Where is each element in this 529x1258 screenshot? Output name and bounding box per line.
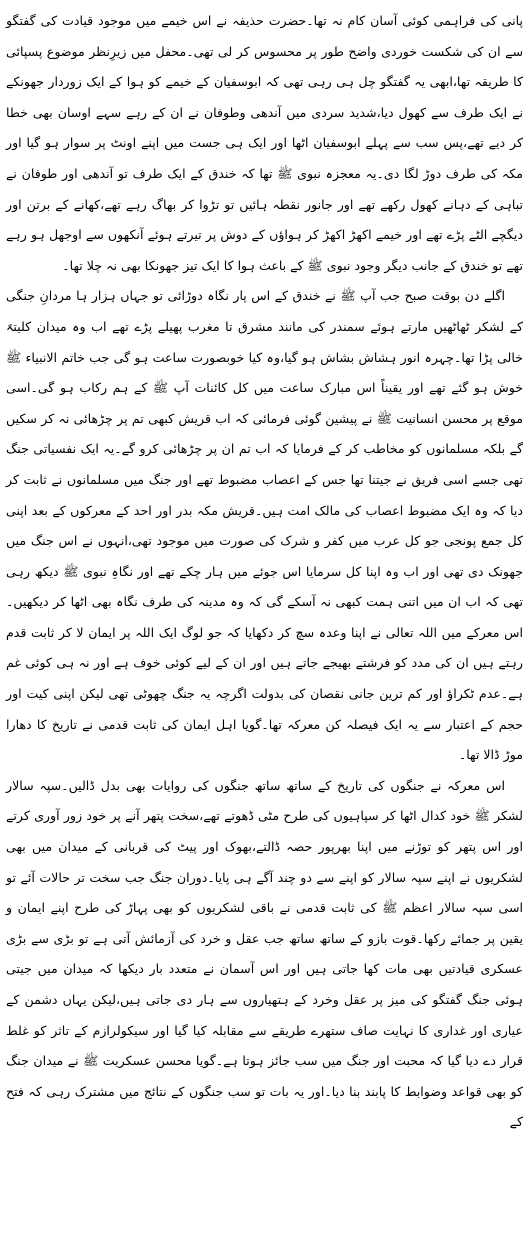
paragraph-1: پانی کی فراہمی کوئی آسان کام نہ تھا۔حضرت حذیفہ نے اس خیمے میں موجود قیادت کی گفتگو سے ان کی شکست خوردی واضح طور پر محسوس کر لی تھی۔محفل میں زیرِنظر موضوع پسپائی کا طریقہ تھا،ابھی یہ گفتگو چل ہی رہی تھی کہ ابوسفیان کے خیمے کو ہوا کے ایک زوردار جھونکے نے ایک طرف سے کھول دیا،شدید سردی میں آندھی وطوفان نے ان کے رہے سہے اوسان بھی خطا کر دیے تھے،پس سب سے پہلے ابوسفیان اٹھا اور ایک ہی جست میں اپنے اونٹ پر سوار ہو گیا اور مکہ کی طرف دوڑ لگا دی۔یہ معجزہ نبوی ﷺ تھا کہ خندق کے ایک طرف تو آندھی اور طوفان نے تباہی کے دہانے کھول رکھے تھے اور جانور نقطہ ہائیں تو تڑوا کر بھاگ رہے تھے،کھانے کے برتن اور دیگچے الٹے پڑے تھے اور خیمے اکھڑ اکھڑ کر ہواؤں کے دوش پر تیرتے ہوئے آنکھوں سے اوجھل ہو رہے تھے تو خندق کے جانب دیگر وجود نبوی ﷺ کے باعث ہوا کا ایک تیز جھونکا بھی نہ چلا تھا۔ [6,13,523,273]
paragraph-2: اگلے دن بوقت صبح جب آپ ﷺ نے خندق کے اس پار نگاہ دوڑائی تو جہاں ہزار ہا مردانِ جنگی کے لشکر ٹھاٹھیں مارتے ہوئے سمندر کی مانند مشرق تا مغرب پھیلے پڑے تھے اب وہ میدان کلیتہً خالی پڑا تھا۔چہرہ انور ہشاش بشاش ہو گیا،وہ کیا خوبصورت ساعت ہو گی جب خاتم الانبیاء ﷺ خوش ہو گئے تھے اور یقیناً اس مبارک ساعت میں کل کائنات آپ ﷺ کے ہم رکاب ہو گی۔اسی موقع پر محسن انسانیت ﷺ نے پیشین گوئی فرمائی کہ اب قریش کبھی تم پر چڑھائی نہ کر سکیں گے بلکہ مسلمانوں کو مخاطب کر کے فرمایا کہ اب تم ان پر چڑھائی کرو گے۔یہ ایک نفسیاتی جنگ تھی جسے اسی فریق نے جیتنا تھا جس کے اعصاب مضبوط تھے اور جنگ میں مسلمانوں نے ثابت کر دیا کہ وہ ایک مضبوط اعصاب کی مالک امت ہیں۔قریش مکہ بدر اور احد کے معرکوں کے بعد اپنی کل جمع پونجی جو کل عرب میں کفر و شرک کی صورت میں موجود تھی،انہوں نے اس جنگ میں جھونک دی تھی اور اب وہ اپنا کل سرمایا اس جوئے میں ہار چکے تھے اور نگاہِ نبوی ﷺ دیکھ رہی تھی کہ اب ان میں اتنی ہمت کبھی نہ آسکے گی کہ وہ مدینہ کی طرف نگاہ بھی اٹھا کر دیکھیں۔اس معرکے میں اللہ تعالی نے اپنا وعدہ سچ کر دکھایا کہ جو لوگ ایک اللہ پر ایمان لا کر ثابت قدم رہتے ہیں ان کی مدد کو فرشتے بھیجے جاتے ہیں اور ان کے لیے کوئی خوف ہے اور نہ ہی کوئی غم ہے۔عدم ٹکراؤ اور کم ترین جانی نقصان کی بدولت اگرچہ یہ جنگ چھوٹی تھی لیکن اپنی کیت اور حجم کے اعتبار سے یہ ایک فیصلہ کن معرکہ تھا۔گویا اہل ایمان کی ثابت قدمی نے تاریخ کا دھارا موڑ ڈالا تھا۔ [6,288,523,763]
paragraph-3: اس معرکہ نے جنگوں کی تاریخ کے ساتھ ساتھ جنگوں کی روایات بھی بدل ڈالیں۔سپہ سالار لشکر ﷺ خود کدال اٹھا کر سپاہیوں کی طرح مٹی ڈھوتے تھے،سخت پتھر آنے پر خود زور آوری کرتے اور اس پتھر کو توڑنے میں اپنا بھرپور حصہ ڈالتے،بھوک اور پیٹ کی قربانی کے میدان میں بھی لشکریوں نے اپنے سپہ سالار کو اپنے سے دو چند آگے ہی پایا۔دوران جنگ جب سخت تر حالات آئے تو اسی سپہ سالار اعظم ﷺ کی ثابت قدمی نے باقی لشکریوں کو بھی پہاڑ کی طرح اپنے ایمان و یقین پر جمائے رکھا۔قوت بازو کے ساتھ ساتھ جب عقل و خرد کی آزمائش آتی ہے تو بڑی سے بڑی عسکری قیادتیں بھی مات کھا جاتی ہیں اور اس آسمان نے متعدد بار دیکھا کہ میدان میں جیتی ہوئی جنگ گفتگو کی میز پر عقل وخرد کے ہتھیاروں سے ہار دی جاتی ہیں،لیکن یہاں دشمن کے عیاری اور غداری کا نہایت صاف ستھرے طریقے سے مقابلہ کیا گیا اور سیکولرازم کے تاثر کو غلط قرار دے دیا گیا کہ محبت اور جنگ میں سب جائز ہوتا ہے۔گویا محسن عسکریت ﷺ نے میدان جنگ کو بھی قواعد وضوابط کا پابند بنا دیا۔اور یہ بات تو سب جنگوں کے نتائج میں مشترک رہی کہ فتح کے [6,777,523,1130]
